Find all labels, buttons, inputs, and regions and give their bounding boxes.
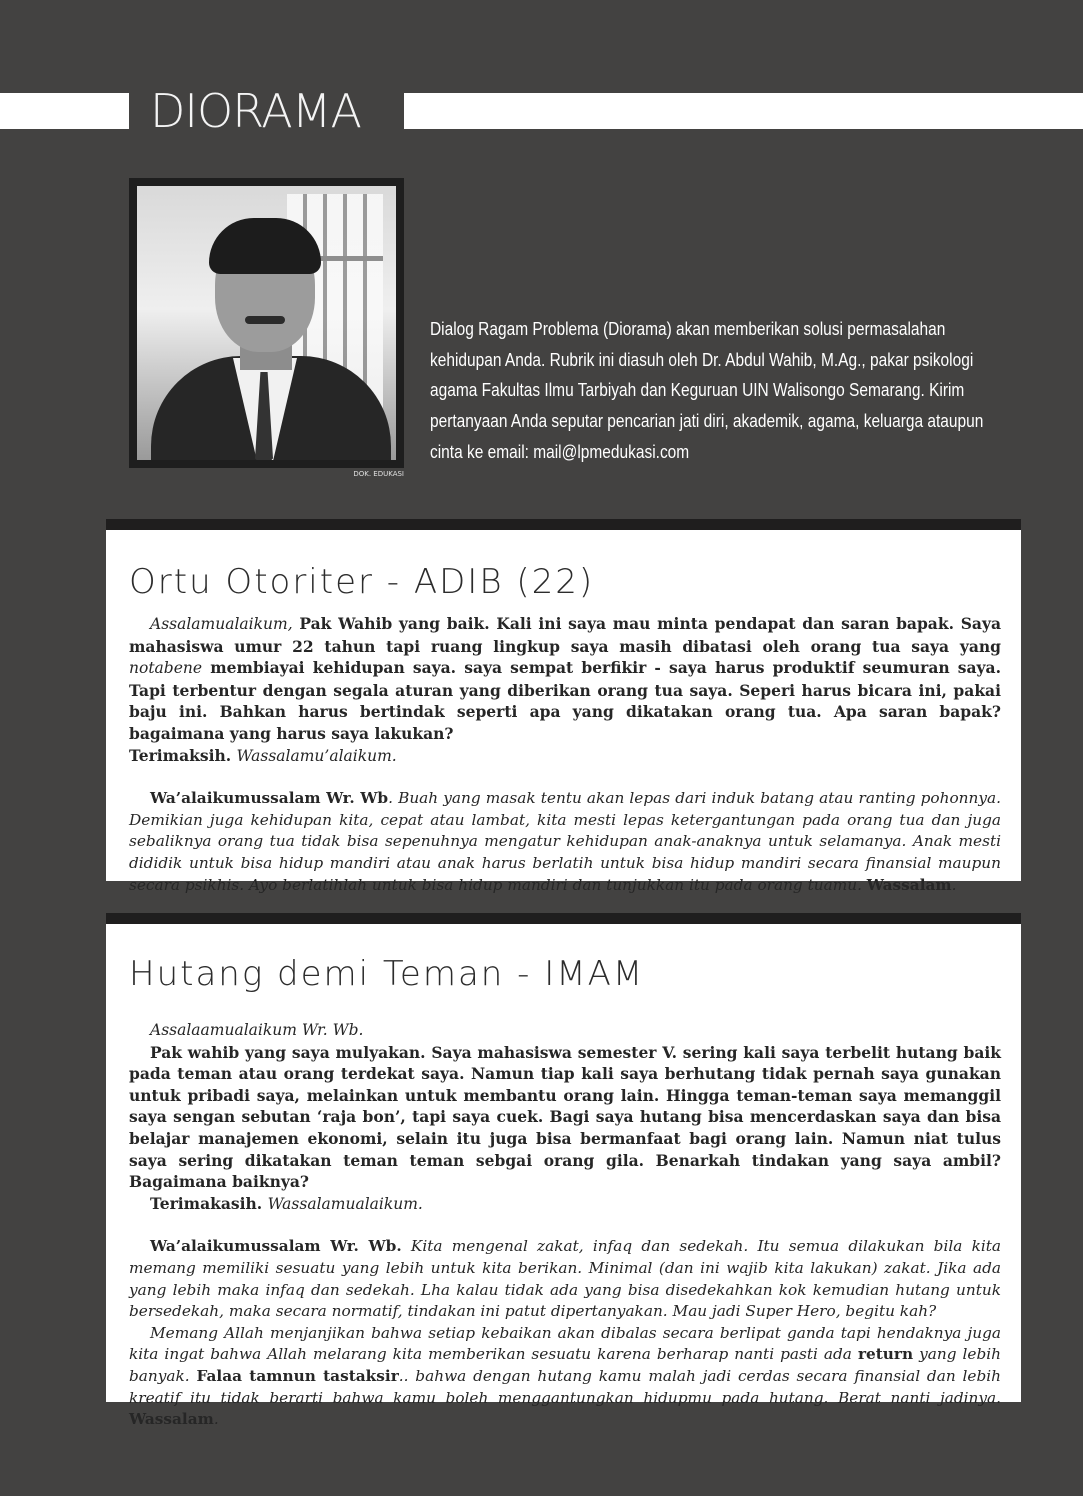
- intro-text: Dialog Ragam Problema (Diorama) akan memberikan solusi permasalahan kehidupan Anda. Rubrik ini diasuh oleh Dr. Abdul Wahib, M.Ag., pakar psikologi agama Fakultas Ilmu Tarbiyah dan Keguruan UIN Walisongo Semarang. Kirim pertanyaan Anda seputar pencarian jati diri, akademik, agama, keluarga ataupun cinta ke email: mail@lpmedukasi.com: [430, 319, 984, 462]
- letter-card-ortu-otoriter: [106, 519, 1021, 894]
- letter-title: Hutang demi Teman - IMAM: [129, 954, 645, 994]
- answer-text: Wa’alaikumussalam Wr. Wb. Buah yang masak tentu akan lepas dari induk batang atau ranting pohonnya. Demikian juga kehidupan kita, cepat atau lambat, kita mesti lepas ketergantungan pada orang tua dan juga sebaliknya orang tua tidak bisa sepenuhnya mengatur kehidupan anak-anaknya untuk selamanya. Anak mesti dididik untuk bisa hidup mandiri atau anak harus berlatih untuk bisa hidup mandiri secara finansial maupun secara psikhis. Ayo berlatihlah untuk bisa hidup mandiri dan tunjukkan itu pada orang tuamu. Wassalam.: [129, 789, 1001, 894]
- author-photo-frame: [129, 178, 404, 468]
- question-text: Pak wahib yang saya mulyakan. Saya mahasiswa semester V. sering kali saya terbelit hutang baik pada teman atau orang terdekat saya. Namun tiap kali saya berhutang tidak pernah saya gunakan untuk pribadi saya, melainkan untuk membantu orang lain. Hingga teman-teman saya memanggil saya sengan sebutan ‘raja bon’, tapi saya cuek. Bagi saya hutang bisa mencerdaskan saya dan bisa belajar manajemen ekonomi, selain itu juga bisa bermanfaat bagi orang lain. Namun niat tulus saya sering dikatakan teman teman sebgai orang gila. Benarkah tindakan yang saya ambil? Bagaimana baiknya?: [129, 1042, 1001, 1192]
- letter-body: [129, 1019, 1001, 1431]
- answer-text: Wa’alaikumussalam Wr. Wb. Kita mengenal zakat, infaq dan sedekah. Itu semua dilakukan bila kita memang memiliki sesuatu yang lebih untuk kita berikan. Minimal (dan ini wajib kita lakukan) zakat. Jika ada yang lebih maka infaq dan sedekah. Lha kalau tidak ada yang bisa disedekahkan kok kemudian hutang untuk bersedekah, maka secara normatif, tindakan ini patut dipertanyakan. Mau jadi Super Hero, begitu kah?: [129, 1237, 1001, 1321]
- photo-credit: DOK. EDUKASI: [353, 470, 404, 478]
- question-closing: Terimaksih. Wassalamu’alaikum.: [129, 745, 397, 765]
- letter-body: [129, 613, 1001, 896]
- header-band-left: [0, 93, 129, 129]
- header-band-right: [404, 93, 1083, 129]
- answer-text-continued: Memang Allah menjanjikan bahwa setiap kebaikan akan dibalas secara berlipat ganda tapi hendaknya juga kita ingat bahwa Allah melarang kita memberikan sesuatu karena berharap nanti pasti ada return yang lebih banyak. Falaa tamnun tastaksir.. bahwa dengan hutang kamu malah jadi cerdas secara finansial dan lebih kreatif itu tidak berarti bahwa kamu boleh menggantungkan hidupmu pada hutang. Berat nanti jadinya. Wassalam.: [129, 1323, 1001, 1429]
- letter-title: Ortu Otoriter - ADIB (22): [129, 562, 595, 602]
- question-text: Assalamualaikum, Pak Wahib yang baik. Kali ini saya mau minta pendapat dan saran bapak. Saya mahasiswa umur 22 tahun tapi ruang lingkup saya masih dibatasi oleh orang tua saya yang notabene membiayai kehidupan saya. saya sempat berfikir - saya harus produktif seumuran saya. Tapi terbentur dengan segala aturan yang diberikan orang tua saya. Seperi harus bicara ini, pakai baju ini. Bahkan harus bertindak seperti apa yang dikatakan orang tua. Apa saran bapak? bagaimana yang harus saya lakukan?: [129, 614, 1001, 743]
- question-greeting: Assalaamualaikum Wr. Wb.: [150, 1021, 364, 1039]
- letter-card-hutang-demi-teman: [106, 913, 1021, 1429]
- author-photo: [137, 186, 396, 460]
- question-closing: Terimakasih. Wassalamualaikum.: [150, 1193, 423, 1213]
- section-title: DIORAMA: [150, 84, 361, 138]
